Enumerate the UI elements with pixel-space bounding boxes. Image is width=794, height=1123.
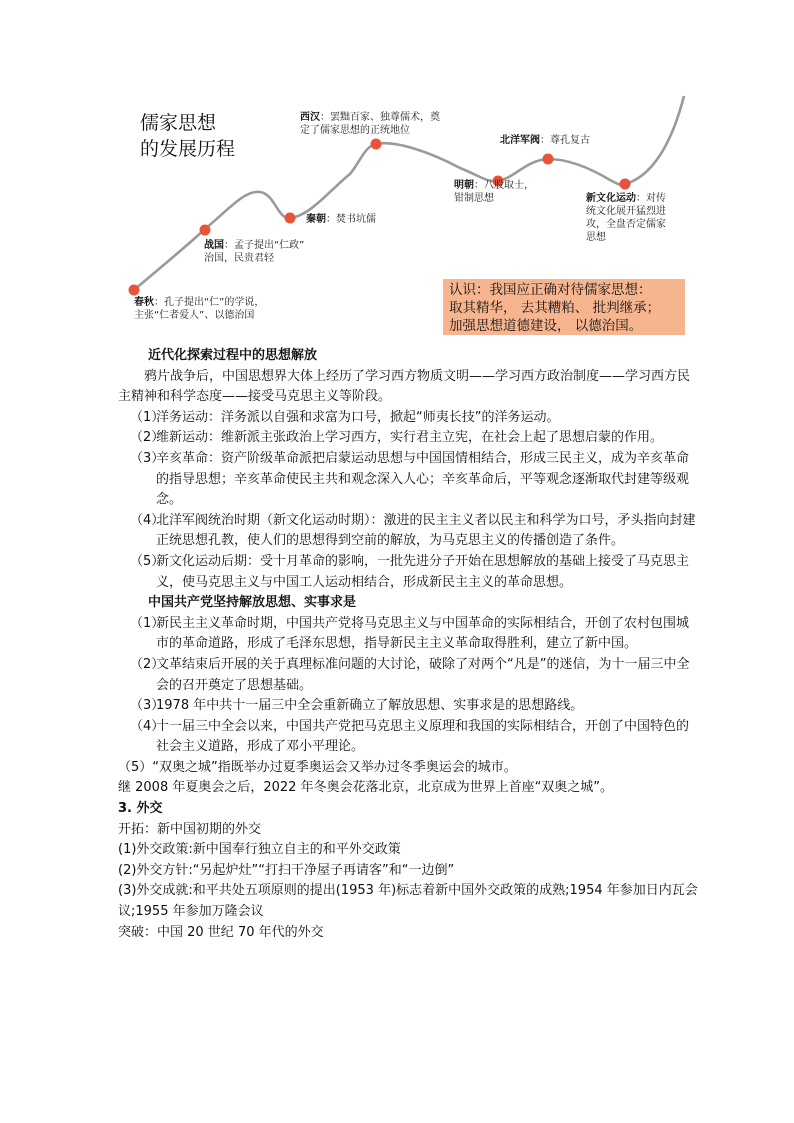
label-qin-era: 秦朝: [306, 214, 326, 225]
section2-item-text: 文革结束后开展的关于真理标准问题的大讨论，破除了对两个“凡是”的迷信，为十一届三中全会的召开奠定了思想基础。: [156, 656, 690, 693]
dot-qin: [285, 213, 296, 224]
diagram-title-line2: 的发展历程: [140, 138, 236, 160]
dot-beiyang: [543, 154, 554, 165]
section2-item-number: （3）: [130, 698, 165, 714]
section1-item-2: [118, 428, 698, 449]
section2-item-2: [118, 655, 698, 696]
label-qin: [306, 213, 376, 226]
section3-line-4: (3)外交成就:和平共处五项原则的提出(1953 年)标志着新中国外交政策的成熟;1954 年参加日内瓦会议;1955 年参加万隆会议: [118, 883, 698, 920]
section2-extra-1: （5）“双奥之城”指既举办过夏季奥运会又举办过冬季奥运会的城市。: [118, 759, 517, 775]
label-xinwenhua-text4: 思想: [586, 232, 606, 243]
section1-item-number: （4）: [130, 512, 165, 528]
section1-intro: 鸦片战争后，中国思想界大体上经历了学习西方物质文明——学习西方政治制度——学习西方民主精神和科学态度——接受马克思主义等阶段。: [118, 368, 691, 405]
label-zhanguo-text2: 治国，民贵君轻: [204, 253, 274, 264]
label-chunqiu-text1: ：孔子提出“仁”的学说，: [154, 297, 265, 308]
label-zhanguo-era: 战国: [204, 240, 224, 251]
label-ming-text1: ：八股取士，: [474, 180, 534, 191]
label-chunqiu: [134, 296, 264, 322]
dot-zhanguo: [200, 225, 211, 236]
label-beiyang: [500, 134, 590, 147]
label-xinwenhua: [586, 192, 666, 244]
section2-extra-2: 继 2008 年夏奥会之后，2022 年冬奥会花落北京，北京成为世界上首座“双奥之城”。: [118, 780, 614, 796]
label-chunqiu-text2: 主张“仁者爱人”、以德治国: [134, 310, 255, 321]
label-xihan-text1: ：罢黜百家、独尊儒术，奠: [320, 112, 440, 123]
label-qin-text: ：焚书坑儒: [326, 214, 376, 225]
insight-note-line1: 认识：我国应正确对待儒家思想：: [449, 282, 652, 298]
section2-item-text: 1978 年中共十一届三中全会重新确立了解放思想、实事求是的思想路线。: [156, 698, 584, 714]
section3-line-2: (1)外交政策:新中国奉行独立自主的和平外交政策: [118, 842, 401, 858]
label-xinwenhua-text2: 统文化展开猛烈进: [586, 206, 666, 217]
section3-line-3: (2)外交方针:“另起炉灶”“打扫干净屋子再请客”和“一边倒”: [118, 862, 455, 878]
label-zhanguo: [204, 239, 304, 265]
insight-note-line2: 取其精华， 去其糟粕、 批判继承；: [449, 300, 661, 316]
section2-heading: 中国共产党坚持解放思想、实事求是: [148, 595, 357, 611]
section3-heading: 3. 外交: [118, 801, 163, 817]
section2-item-text: 十一届三中全会以来，中国共产党把马克思主义原理和我国的实际相结合，开创了中国特色的社会主义道路，形成了邓小平理论。: [156, 718, 690, 755]
insight-note-box: [443, 279, 685, 335]
label-xihan: [300, 111, 440, 137]
section3-line-5: 突破：中国 20 世纪 70 年代的外交: [118, 924, 324, 940]
label-xinwenhua-text3: 攻，全盘否定儒家: [586, 219, 666, 230]
label-xinwenhua-text1: ：对传: [636, 193, 666, 204]
label-ming-text2: 钳制思想: [454, 193, 494, 204]
section1-item-text: 北洋军阀统治时期（新文化运动时期）：激进的民主主义者以民主和科学为口号，矛头指向封建正统思想孔教，使人们的思想得到空前的解放，为马克思主义的传播创造了条件。: [156, 512, 696, 549]
section2-item-text: 新民主主义革命时期，中国共产党将马克思主义与中国革命的实际相结合，开创了农村包围城市的革命道路，形成了毛泽东思想，指导新民主主义革命取得胜利，建立了新中国。: [156, 615, 690, 652]
diagram-title-line1: 儒家思想: [140, 112, 217, 134]
section2-item-number: （4）: [130, 718, 165, 734]
label-beiyang-text: ：尊孔复古: [540, 135, 590, 146]
section1-item-1: [118, 408, 698, 429]
section1-item-5: [118, 552, 698, 593]
dot-xinwenhua: [620, 179, 631, 190]
label-xihan-text2: 定了儒家思想的正统地位: [300, 125, 410, 136]
diagram-title: [140, 110, 235, 162]
label-beiyang-era: 北洋军阀: [500, 135, 540, 146]
label-ming: [454, 179, 534, 205]
section1-heading: 近代化探索过程中的思想解放: [148, 348, 318, 363]
section2-item-1: [118, 614, 698, 655]
section2-item-3: [118, 696, 698, 717]
section1-item-4: [118, 511, 698, 552]
confucianism-development-diagram: [120, 90, 690, 334]
dot-chunqiu: [129, 285, 140, 296]
section1-item-text: 维新运动：维新派主张政治上学习西方，实行君主立宪，在社会上起了思想启蒙的作用。: [156, 430, 664, 446]
section1-item-text: 新文化运动后期：受十月革命的影响，一批先进分子开始在思想解放的基础上接受了马克思主义，使马克思主义与中国工人运动相结合，形成新民主主义的革命思想。: [156, 553, 690, 590]
document-body: [118, 346, 698, 943]
label-ming-era: 明朝: [454, 180, 474, 191]
section2-item-number: （1）: [130, 615, 165, 631]
dot-xihan: [371, 139, 382, 150]
section1-item-number: （3）: [130, 450, 165, 466]
section1-item-number: （1）: [130, 409, 165, 425]
label-xinwenhua-era: 新文化运动: [586, 193, 636, 204]
label-zhanguo-text1: ：孟子提出“仁政”: [224, 240, 305, 251]
section2-item-number: （2）: [130, 656, 165, 672]
section1-item-3: [118, 449, 698, 511]
section2-item-4: [118, 717, 698, 758]
section1-item-number: （5）: [130, 553, 165, 569]
section1-item-text: 洋务运动：洋务派以自强和求富为口号，掀起“师夷长技”的洋务运动。: [156, 409, 560, 425]
label-xihan-era: 西汉: [300, 112, 320, 123]
section1-item-text: 辛亥革命：资产阶级革命派把启蒙运动思想与中国国情相结合，形成三民主义，成为辛亥革命的指导思想；辛亥革命使民主共和观念深入人心；辛亥革命后，平等观念逐渐取代封建等级观念。: [156, 450, 690, 508]
insight-note-line3: 加强思想道德建设， 以德治国。: [449, 318, 643, 334]
label-chunqiu-era: 春秋: [134, 297, 154, 308]
section1-item-number: （2）: [130, 430, 165, 446]
section3-line-1: 开拓：新中国初期的外交: [118, 821, 262, 837]
